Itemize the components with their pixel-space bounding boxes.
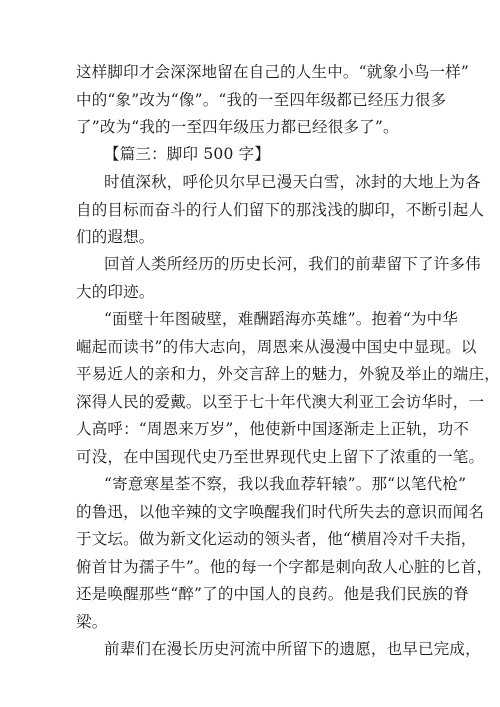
text-line: 中的“象”改为“像”。“我的一至四年级都已经压力很多 [76,91,447,109]
text-line: 深得人民的爱戴。以至于七十年代澳大利亚工会访华时，一 [76,393,485,411]
text-line: 梁。 [76,613,108,631]
text-line: 前辈们在漫长历史河流中所留下的遗愿，也早已完成， [104,640,481,658]
text-line: 崛起而读书”的伟大志向，周恩来从漫漫中国史中显现。以 [76,338,477,356]
text-line: 这样脚印才会深深地留在自己的人生中。“就象小鸟一样” [76,63,470,81]
text-line: 了”改为“我的一至四年级压力都已经很多了”。 [76,118,399,136]
text-line: 时值深秋，呼伦贝尔早已漫天白雪，冰封的大地上为各 [104,173,481,191]
text-line: 俯首甘为孺子牛”。他的每一个字都是刺向敌人心脏的匕首， [76,558,493,576]
text-line: “面壁十年图破壁，难酬蹈海亦英雄”。抱着“为中华 [104,310,459,328]
section-heading: 【篇三：脚印 500 字】 [104,145,271,163]
text-line: 的鲁迅，以他辛辣的文字唤醒我们时代所失去的意识而闻名 [76,503,485,521]
text-line: “寄意寒星荃不察，我以我血荐轩辕”。那“以笔代枪” [104,475,467,493]
text-line: 人高呼：“周恩来万岁”，他使新中国逐渐走上正轨，功不 [76,420,470,438]
text-line: 们的遐想。 [76,228,155,246]
text-line: 还是唤醒那些“醉”了的中国人的良药。他是我们民族的脊 [76,585,470,603]
text-line: 大的印迹。 [76,283,155,301]
text-line: 于文坛。做为新文化运动的领头者，他“横眉冷对千夫指， [76,530,477,548]
text-line: 平易近人的亲和力，外交言辞上的魅力，外貌及举止的端庄， [76,365,500,383]
text-line: 回首人类所经历的历史长河，我们的前辈留下了许多伟 [104,255,481,273]
text-line: 可没，在中国现代史乃至世界现代史上留下了浓重的一笔。 [76,448,485,466]
text-line: 自的目标而奋斗的行人们留下的那浅浅的脚印，不断引起人 [76,201,485,219]
